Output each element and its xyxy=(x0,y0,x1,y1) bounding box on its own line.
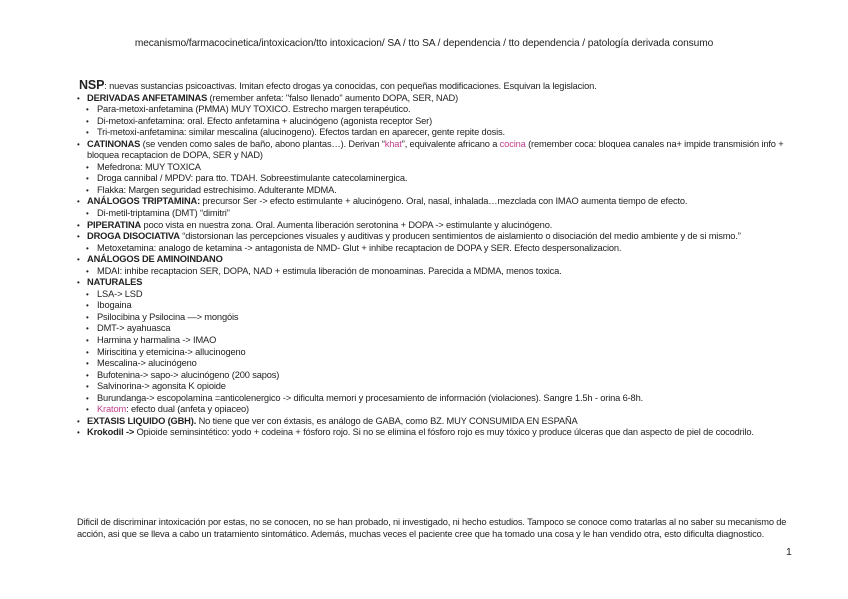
list-item: • Salvinorina-> agonsita K opioide xyxy=(77,381,797,393)
khat-term: khat xyxy=(384,138,402,149)
section-piperatina: • PIPERATINA poco vista en nuestra zona. Oral. Aumenta liberación serotonina + DOPA -> estimulante y alucinógeno. xyxy=(77,220,797,232)
document-body xyxy=(77,80,797,439)
section-krokodil: • Krokodil -> Opioide seminsintético: yodo + codeina + fósforo rojo. Si no se elimina el fósforo rojo es muy tóxico y produce úlceras que dan aspecto de piel de cocodrilo. xyxy=(77,427,797,439)
list-item: • Kratom: efecto dual (anfeta y opiaceo) xyxy=(77,404,797,416)
list-item: • Mescalina-> alucinógeno xyxy=(77,358,797,370)
list-item: • Flakka: Margen seguridad estrechisimo. Adulterante MDMA. xyxy=(77,185,797,197)
list-item: • Bufotenina-> sapo-> alucinógeno (200 sapos) xyxy=(77,370,797,382)
list-item: • MDAI: inhibe recaptacion SER, DOPA, NAD + estimula liberación de monoaminas. Parecida a MDMA, menos toxica. xyxy=(77,266,797,278)
page-number: 1 xyxy=(786,546,792,558)
section-derivadas: • DERIVADAS ANFETAMINAS (remember anfeta: "falso llenado" aumento DOPA, SER, NAD) xyxy=(77,93,797,105)
list-item: • Psilocibina y Psilocina —> mongóis xyxy=(77,312,797,324)
list-item: • Metoxetamina: analogo de ketamina -> antagonista de NMD- Glut + inhibe recaptacion de DOPA y SER. Efecto despersonalizacion. xyxy=(77,243,797,255)
page-header: mecanismo/farmacocinetica/intoxicacion/tto intoxicacion/ SA / tto SA / dependencia / tto dependencia / patología derivada consumo xyxy=(134,38,714,49)
nsp-label: NSP xyxy=(79,78,105,92)
list-item: • Ibogaina xyxy=(77,300,797,312)
list-item: • LSA-> LSD xyxy=(77,289,797,301)
section-extasis: • EXTASIS LIQUIDO (GBH). No tiene que ver con éxtasis, es análogo de GABA, como BZ. MUY CONSUMIDA EN ESPAÑA xyxy=(77,416,797,428)
section-catinonas: • CATINONAS (se venden como sales de baño, abono plantas…). Derivan “khat”, equivalente africano a cocina (remember coca: bloquea canales na+ impide transmisión info + bloquea recaptacion de DOPA, SER y NAD) xyxy=(77,139,797,162)
kratom-term: Kratom xyxy=(97,404,127,415)
list-item: • Harmina y harmalina -> IMAO xyxy=(77,335,797,347)
nsp-intro xyxy=(79,80,797,93)
list-item: • Di-metil-triptamina (DMT) “dimitri” xyxy=(77,208,797,220)
coca-term: cocina xyxy=(499,138,526,149)
list-item: • Miriscitina y etemicina-> allucinogeno xyxy=(77,347,797,359)
list-item: • Droga cannibal / MPDV: para tto. TDAH. Sobreestimulante catecolaminergica. xyxy=(77,173,797,185)
list-item: • Di-metoxi-anfetamina: oral. Efecto anfetamina + alucinógeno (agonista receptor Ser) xyxy=(77,116,797,128)
section-disociativa: • DROGA DISOCIATIVA “distorsionan las percepciones visuales y auditivas y producen sentimientos de aislamiento o disociación del medio ambiente y de si mismo.” xyxy=(77,231,797,243)
section-aminoindano: • ANÁLOGOS DE AMINOINDANO xyxy=(77,254,797,266)
list-item: • Mefedrona: MUY TOXICA xyxy=(77,162,797,174)
footer-paragraph: Dificil de discriminar intoxicación por estas, no se conocen, no se han probado, ni investigado, ni hecho estudios. Tampoco se conoce como tratarlas al no saber su mecanismo de acción, asi que se lleva a cabo un tratamiento sintomático. Además, muchas veces el paciente cree que ha tomado una cosa y le han vendido otra, esto dificulta diagnostico. xyxy=(77,517,787,539)
list-item: • DMT-> ayahuasca xyxy=(77,323,797,335)
list-item: • Burundanga-> escopolamina =anticolenergico -> dificulta memori y procesamiento de información (violaciones). Sangre 1.5h - orina 6-8h. xyxy=(77,393,797,405)
section-naturales: • NATURALES xyxy=(77,277,797,289)
list-item: • Para-metoxi-anfetamina (PMMA) MUY TOXICO. Estrecho margen terapéutico. xyxy=(77,104,797,116)
list-item: • Tri-metoxi-anfetamina: similar mescalina (alucinogeno). Efectos tardan en aparecer, gente repite dosis. xyxy=(77,127,797,139)
nsp-text: : nuevas sustancias psicoactivas. Imitan efecto drogas ya conocidas, con pequeñas modificaciones. Esquivan la legislacion. xyxy=(104,81,597,91)
section-triptamina: • ANÁLOGOS TRIPTAMINA: precursor Ser -> efecto estimulante + alucinógeno. Oral, nasal, inhalada…mezclada con IMAO aumenta tiempo de efecto. xyxy=(77,196,797,208)
